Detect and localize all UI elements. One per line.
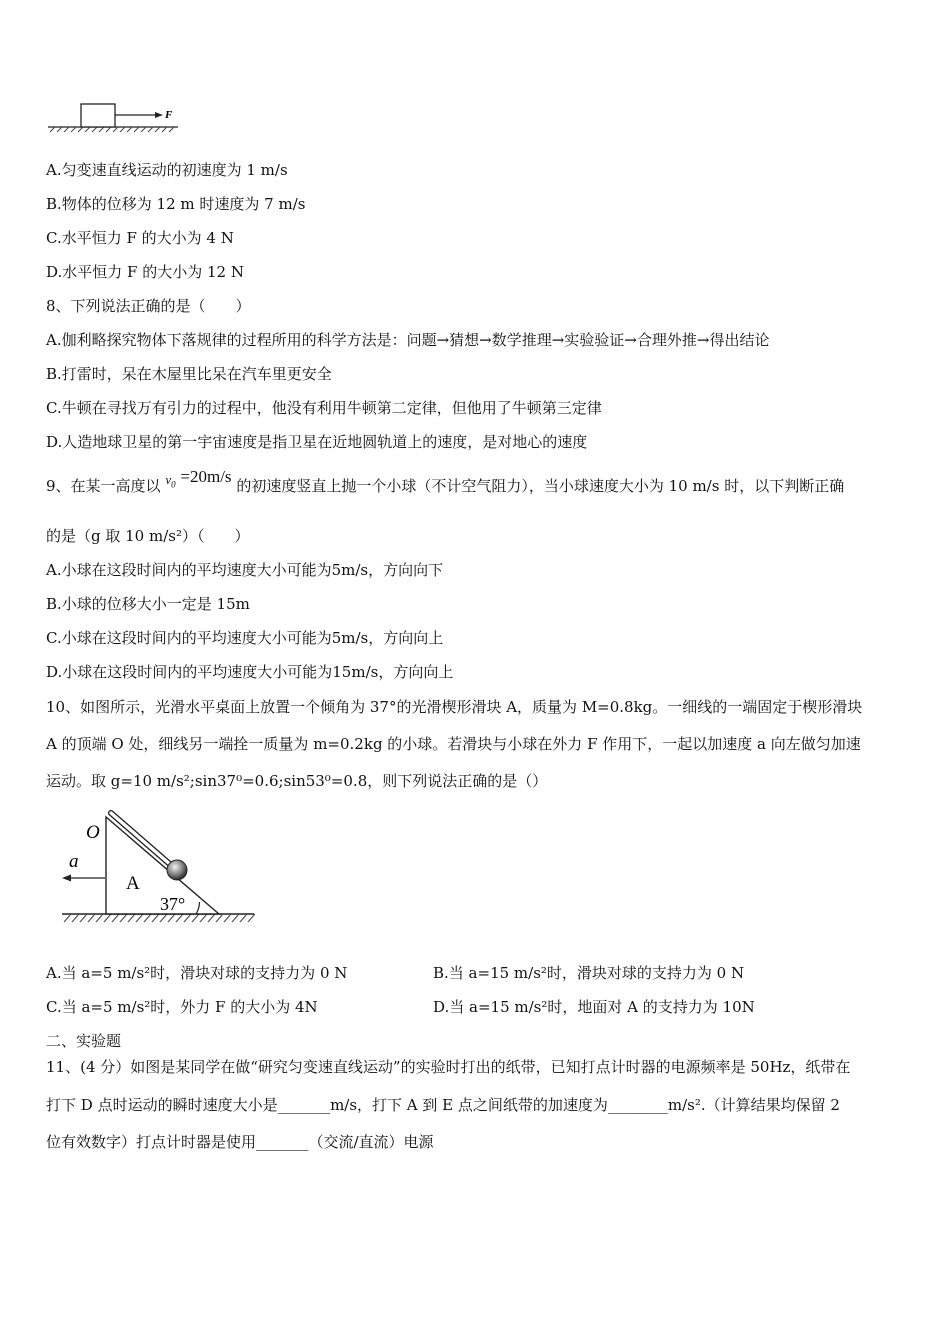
q9-stem-line2: 的是（g 取 10 m/s²）（ ） [46, 527, 250, 545]
q8-option-c: C.牛顿在寻找万有引力的过程中，他没有利用牛顿第二定律，但他用了牛顿第三定律 [46, 399, 602, 417]
q11-line3: 位有效数字）打点计时器是使用_______（交流/直流）电源 [46, 1133, 434, 1151]
section-title: 二、实验题 [46, 1032, 122, 1050]
q9-stem [46, 467, 845, 502]
block [81, 104, 115, 127]
q7-option-d: D.水平恒力 F 的大小为 12 N [46, 263, 244, 281]
q9-stem-end: 的初速度竖直上抛一个小球（不计空气阻力），当小球速度大小为 10 m/s 时，以下判断正确 [236, 477, 845, 495]
q10-option-a: A.当 a=5 m/s²时，滑块对球的支持力为 0 N [46, 964, 348, 982]
block-force-figure [44, 98, 184, 134]
v0-symbol: $v_0$ [165, 472, 176, 490]
q10-stem-line2: A 的顶端 O 处，细线另一端拴一质量为 m=0.2kg 的小球。若滑块与小球在外力 F 作用下，一起以加速度 a 向左做匀加速 [46, 735, 861, 753]
q9-option-b: B.小球的位移大小一定是 15m [46, 595, 250, 613]
q11-line2: 打下 D 点时运动的瞬时速度大小是_______m/s，打下 A 到 E 点之间纸带的加速度为________m/s².（计算结果均保留 2 [46, 1096, 840, 1114]
q8-stem: 8、下列说法正确的是（ ） [46, 297, 251, 315]
q10-option-b: B.当 a=15 m/s²时，滑块对球的支持力为 0 N [433, 964, 745, 982]
q10-stem-line3: 运动。取 g=10 m/s²;sin37⁰=0.6;sin53⁰=0.8，则下列说法正确的是（） [46, 772, 548, 790]
q9-option-a: A.小球在这段时间内的平均速度大小可能为5m/s，方向向下 [46, 561, 444, 579]
q10-stem-line1: 10、如图所示，光滑水平桌面上放置一个倾角为 37°的光滑楔形滑块 A，质量为 M=0.8kg。一细线的一端固定于楔形滑块 [46, 698, 863, 716]
acceleration-label: a [69, 851, 79, 872]
q9-option-c: C.小球在这段时间内的平均速度大小可能为5m/s，方向向上 [46, 629, 444, 647]
q7-option-b: B.物体的位移为 12 m 时速度为 7 m/s [46, 195, 306, 213]
q10-option-d: D.当 a=15 m/s²时，地面对 A 的支持力为 10N [433, 998, 755, 1016]
angle-label: 37° [160, 894, 186, 914]
q9-option-d: D.小球在这段时间内的平均速度大小可能为15m/s，方向向上 [46, 663, 454, 681]
force-label: F [165, 109, 173, 121]
q8-option-d: D.人造地球卫星的第一宇宙速度是指卫星在近地圆轨道上的速度，是对地心的速度 [46, 433, 588, 451]
wedge-ball-figure [56, 810, 266, 928]
point-o-label: O [86, 822, 100, 843]
v0-equation: =20m/s [180, 467, 232, 486]
ball [167, 860, 187, 880]
block-a-label: A [126, 873, 140, 894]
q7-option-a: A.匀变速直线运动的初速度为 1 m/s [46, 161, 288, 179]
q8-option-a: A.伽利略探究物体下落规律的过程所用的科学方法是：问题→猜想→数学推理→实验验证→合理外推→得出结论 [46, 331, 770, 349]
q9-stem-start: 9、在某一高度以 [46, 477, 161, 495]
acceleration-arrow [62, 875, 71, 882]
q10-option-c: C.当 a=5 m/s²时，外力 F 的大小为 4N [46, 998, 318, 1016]
q8-option-b: B.打雷时，呆在木屋里比呆在汽车里更安全 [46, 365, 332, 383]
q7-option-c: C.水平恒力 F 的大小为 4 N [46, 229, 234, 247]
q11-line1: 11、(4 分）如图是某同学在做“研究匀变速直线运动”的实验时打出的纸带，已知打点计时器的电源频率是 50Hz，纸带在 [46, 1058, 851, 1076]
